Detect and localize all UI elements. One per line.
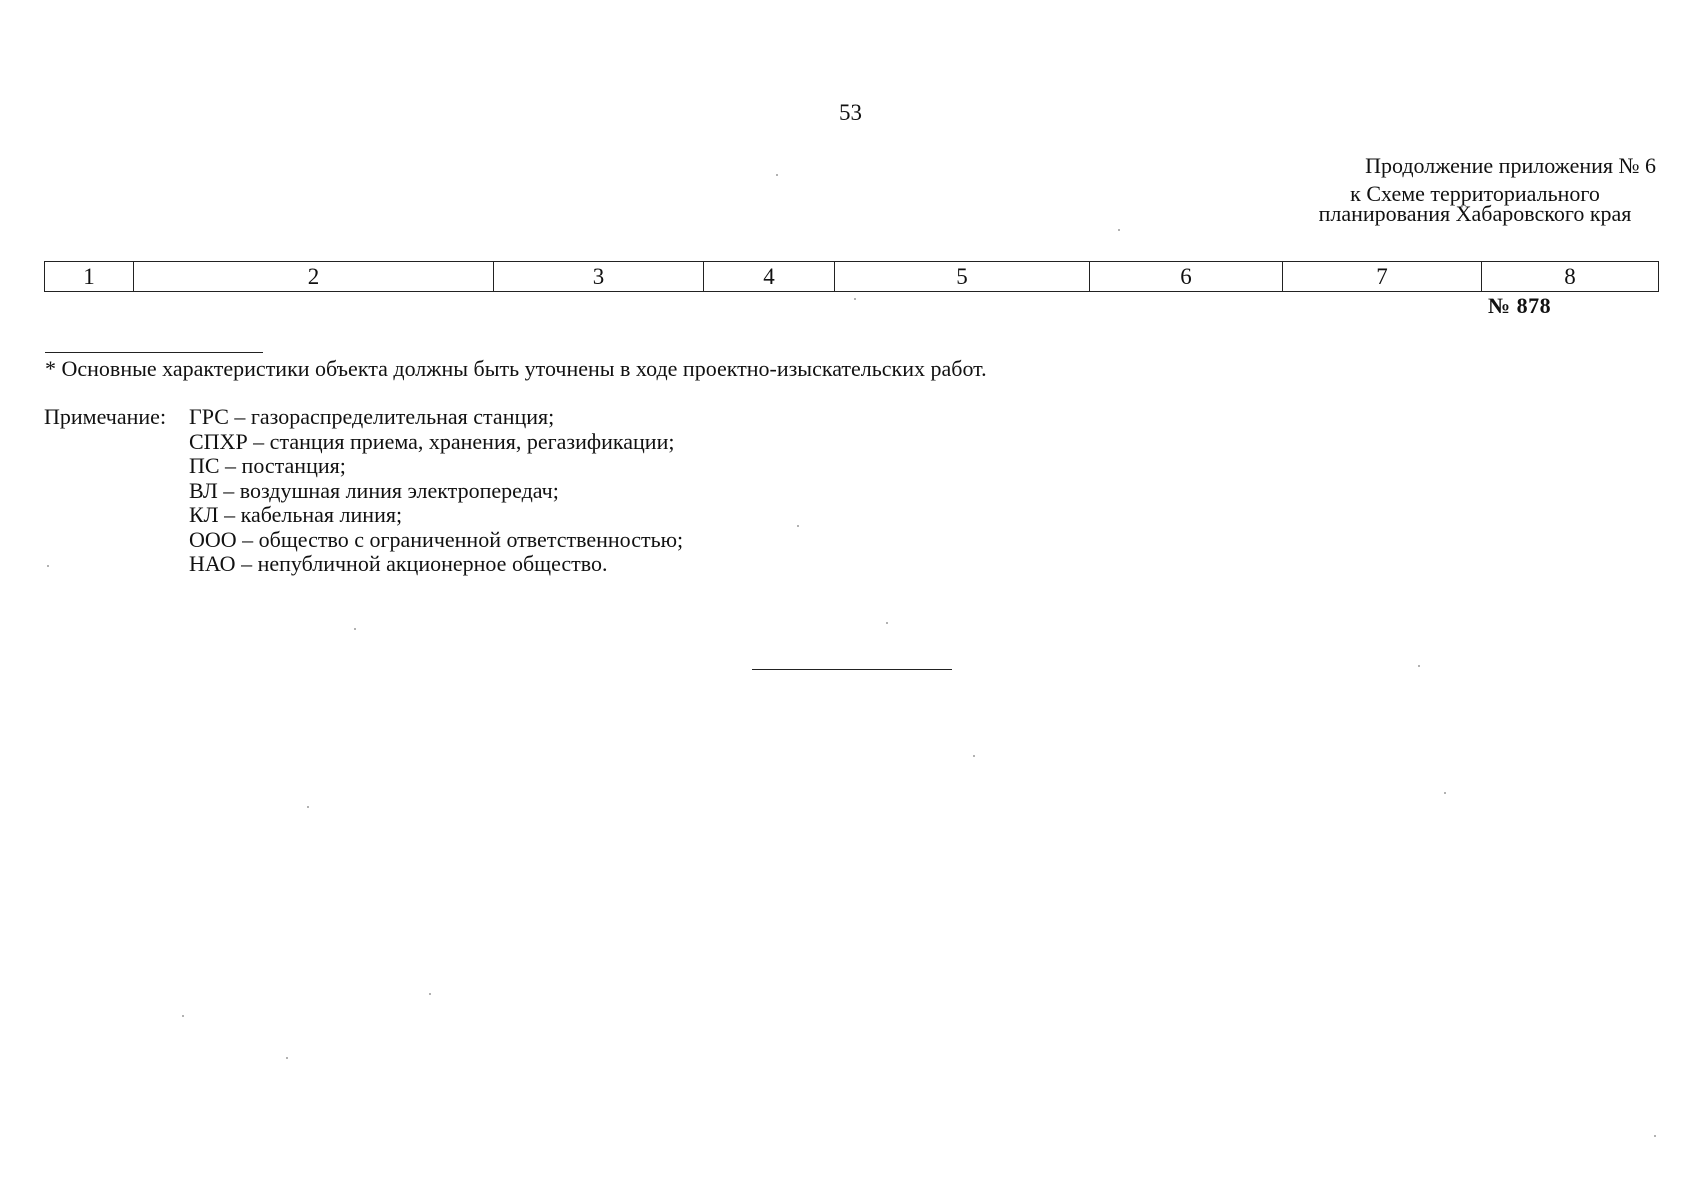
column-number-cell: 7	[1283, 262, 1482, 292]
note-item: ГРС – газораспределительная станция;	[189, 404, 555, 429]
appendix-header-title: Продолжение приложения № 6	[1365, 153, 1656, 178]
footnote-text: * Основные характеристики объекта должны быть уточнены в ходе проектно-изыскательских работ.	[45, 356, 987, 381]
scan-speck	[307, 806, 309, 808]
table-header-row	[45, 262, 1659, 292]
scan-speck	[1444, 792, 1446, 794]
scan-speck	[797, 525, 799, 527]
scan-speck	[1418, 665, 1420, 667]
column-number-cell: 3	[494, 262, 704, 292]
note-item: СПХР – станция приема, хранения, регазификации;	[189, 428, 675, 454]
page-number: 53	[839, 100, 862, 125]
scan-speck	[429, 993, 431, 995]
document-number-stamp: № 878	[1488, 293, 1552, 318]
scan-speck	[286, 1057, 288, 1059]
column-number-cell: 5	[835, 262, 1090, 292]
column-number-cell: 8	[1482, 262, 1659, 292]
scan-speck	[47, 565, 49, 567]
scan-speck	[1118, 229, 1120, 231]
notes-label: Примечание:	[44, 404, 167, 429]
column-number-cell: 1	[45, 262, 134, 292]
column-number-cell: 2	[134, 262, 494, 292]
scan-speck	[854, 298, 856, 300]
note-item: ПС – постанция;	[189, 453, 346, 478]
scan-speck	[354, 628, 356, 630]
note-item: НАО – непубличной акционерное общество.	[189, 551, 608, 576]
scan-speck	[1654, 1135, 1656, 1137]
column-number-cell: 6	[1090, 262, 1283, 292]
column-number-cell: 4	[704, 262, 835, 292]
end-of-section-rule	[752, 669, 952, 670]
scan-speck	[182, 1015, 184, 1017]
note-item: ВЛ – воздушная линия электропередач;	[189, 477, 559, 503]
footnote-separator	[45, 352, 263, 353]
column-number-table	[44, 261, 1658, 292]
scan-speck	[886, 622, 888, 624]
scan-speck	[973, 755, 975, 757]
appendix-header-subtitle: к Схеме территориального планирования Хабаровского края	[1318, 181, 1632, 226]
scan-speck	[776, 174, 778, 176]
note-item: ООО – общество с ограниченной ответственностью;	[189, 526, 684, 552]
note-item: КЛ – кабельная линия;	[189, 502, 403, 527]
